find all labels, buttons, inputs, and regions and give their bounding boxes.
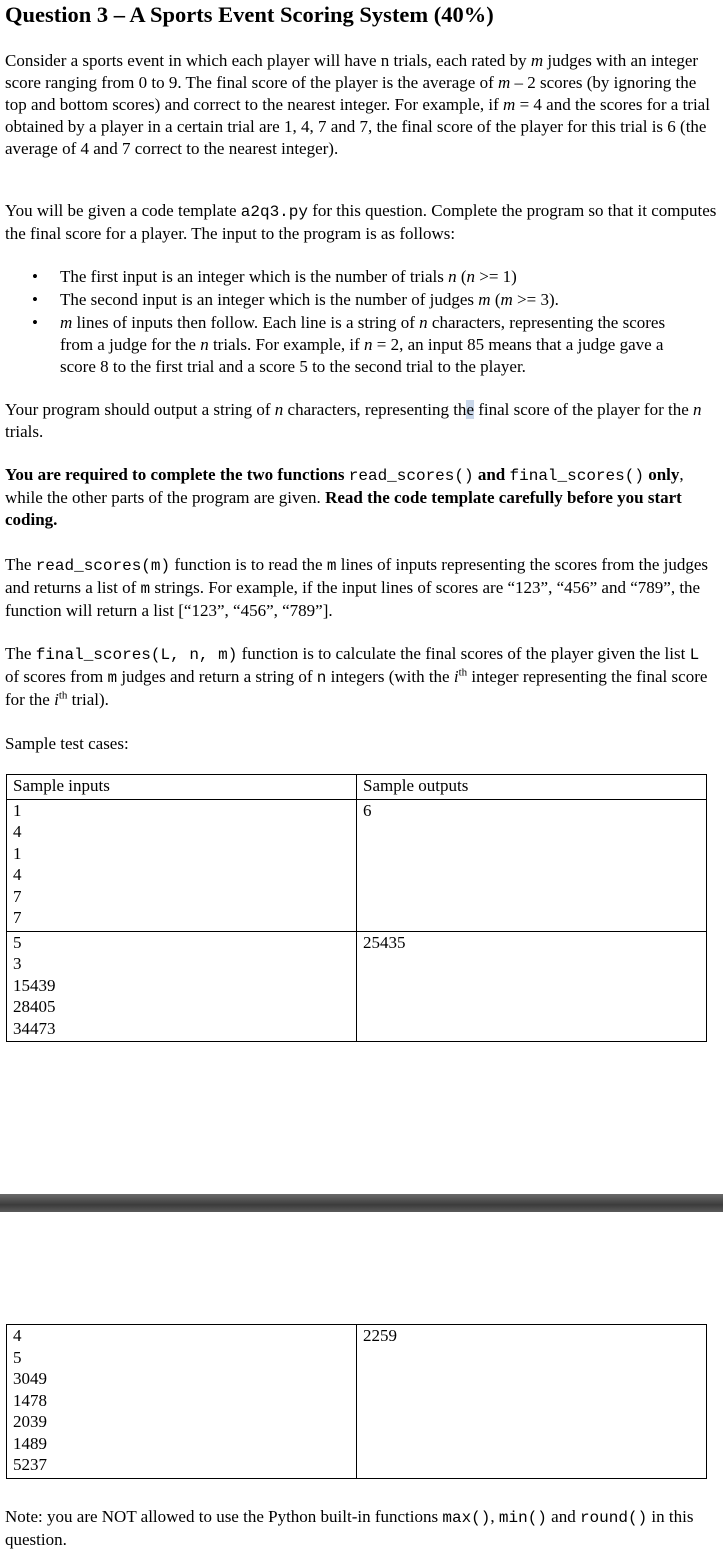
list-item: • The second input is an integer which is the number of judges m (m >= 3). (0, 289, 685, 311)
requirement-paragraph: You are required to complete the two functions read_scores() and final_scores() only, while the other parts of the program are given. Read the code template carefully before you start coding. (5, 465, 684, 529)
page-break-divider (0, 1194, 723, 1212)
case3-output: 2259 (357, 1325, 707, 1479)
case1-inputs: 1 4 1 4 7 7 (7, 799, 357, 931)
read-scores-paragraph: The read_scores(m) function is to read the m lines of inputs representing the scores from the judges and returns a list of m strings. For example, if the input lines of scores are “123”, “456” and “789”, the function will return a list [“123”, “456”, “789”]. (5, 555, 709, 620)
input-spec-list (0, 266, 723, 379)
final-scores-paragraph: The final_scores(L, n, m) function is to calculate the final scores of the player given the list L of scores from m judges and return a string of n integers (with the $i^{th}$ integer representing the final score for the $i^{th}$ trial). (5, 644, 708, 709)
case2-inputs: 5 3 15439 28405 34473 (7, 931, 357, 1042)
case3-inputs: 4 5 3049 1478 2039 1489 5237 (7, 1325, 357, 1479)
table-header-row (7, 775, 707, 800)
sample-table (6, 774, 707, 1042)
table-row (7, 799, 707, 931)
template-paragraph: You will be given a code template a2q3.py for this question. Complete the program so that it computes the final score for a player. The input to the program is as follows: (5, 201, 717, 243)
list-item: • The first input is an integer which is the number of trials n (n >= 1) (0, 266, 685, 288)
output-paragraph: Your program should output a string of n characters, representing the final score of the player for the n trials. (5, 400, 702, 441)
text-cursor-highlight: e (466, 400, 474, 419)
question-title: Question 3 – A Sports Event Scoring System (40%) (5, 2, 494, 27)
header-outputs: Sample outputs (357, 775, 707, 800)
note-paragraph: Note: you are NOT allowed to use the Python built-in functions max(), min() and round() in this question. (5, 1507, 694, 1549)
table-row (7, 931, 707, 1042)
intro-paragraph: Consider a sports event in which each player will have n trials, each rated by m judges with an integer score ranging from 0 to 9. The final score of the player is the average of m – 2 scores (by ignoring the top and bottom scores) and correct to the nearest integer. For example, if m = 4 and the scores for a trial obtained by a player in a certain trial are 1, 4, 7 and 7, the final score of the player for this trial is 6 (the average of 4 and 7 correct to the nearest integer). (5, 51, 710, 158)
list-item: • m lines of inputs then follow. Each line is a string of n characters, representing the scores from a judge for the n trials. For example, if n = 2, an input 85 means that a judge gave a score 8 to the first trial and a score 5 to the second trial to the player. (0, 312, 685, 378)
header-inputs: Sample inputs (7, 775, 357, 800)
case1-output: 6 (357, 799, 707, 931)
table-row (7, 1325, 707, 1479)
case2-output: 25435 (357, 931, 707, 1042)
sample-label: Sample test cases: (5, 734, 129, 753)
sample-table-continued (6, 1324, 707, 1479)
